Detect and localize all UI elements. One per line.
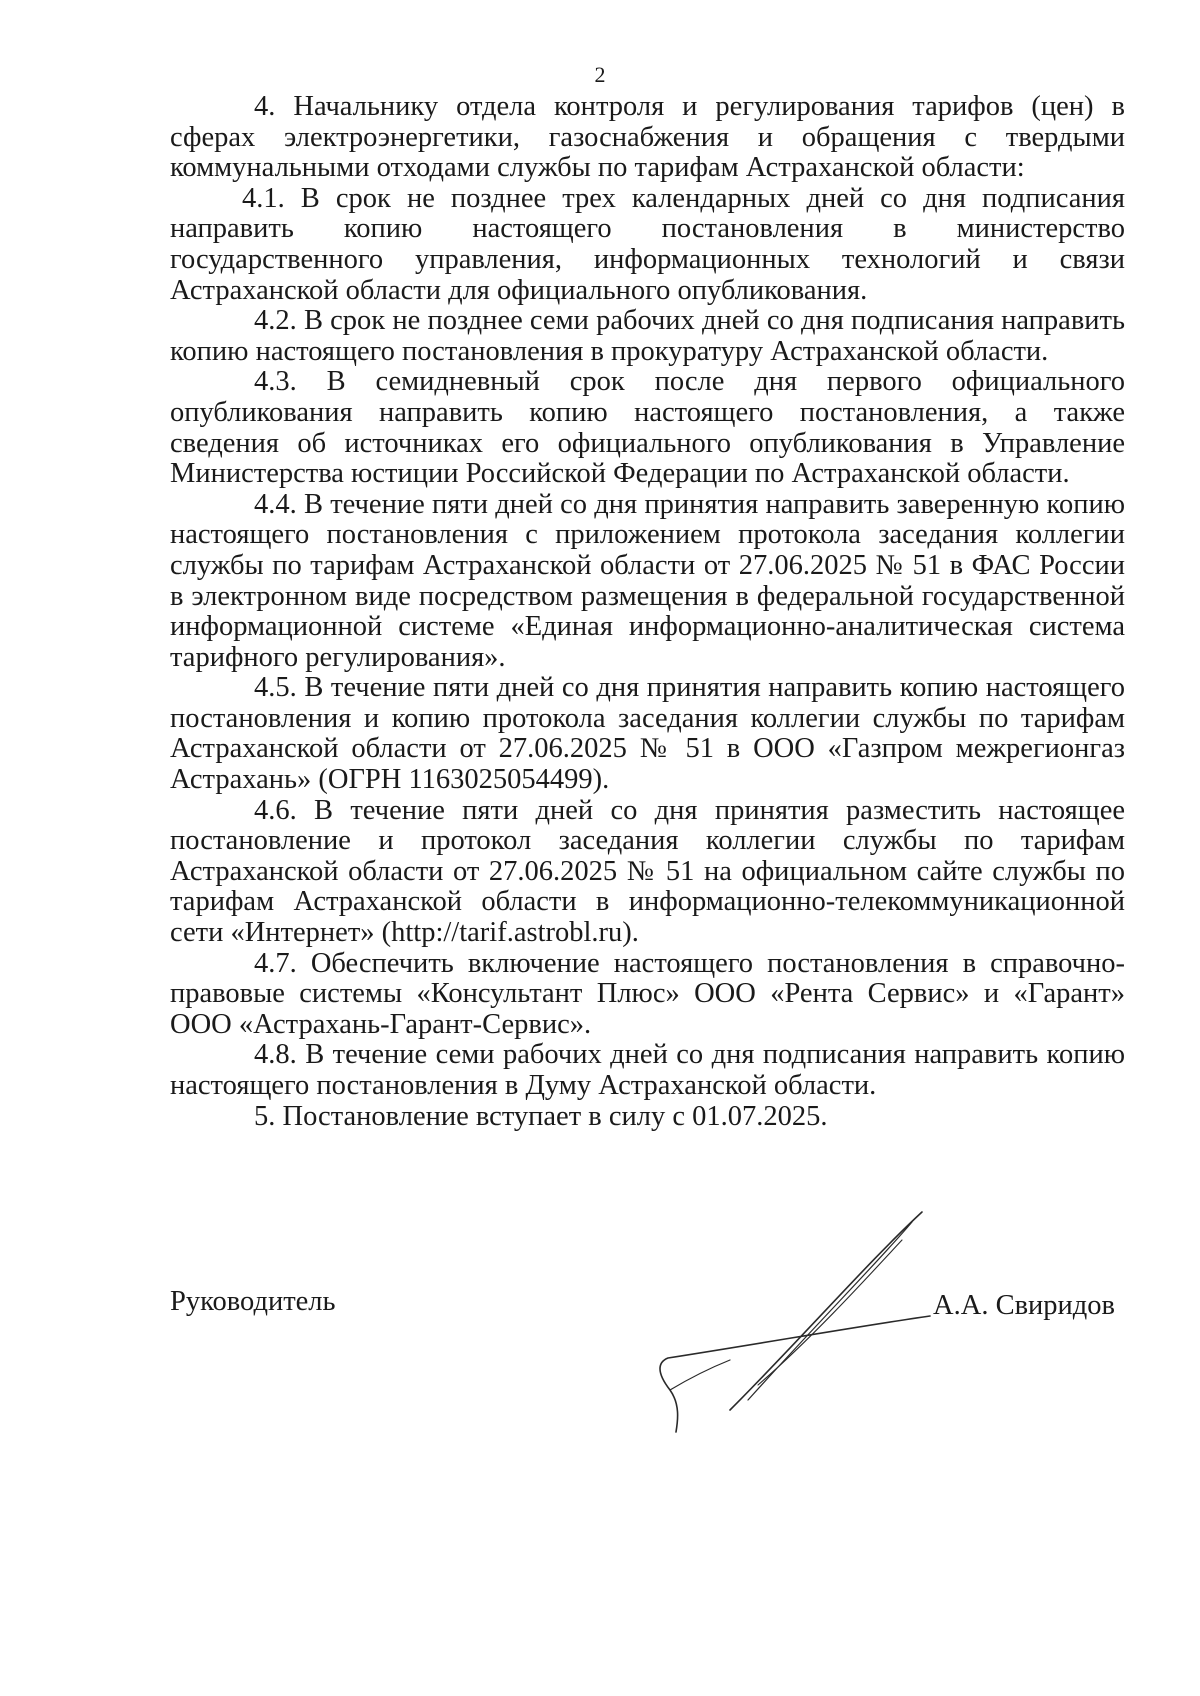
paragraph-4-8: 4.8. В течение семи рабочих дней со дня подписания направить копию настоящего постановления в Думу Астраханской области. bbox=[170, 1039, 1125, 1101]
paragraph-4-7: 4.7. Обеспечить включение настоящего постановления в справочно-правовые системы «Консультант Плюс» ООО «Рента Сервис» и «Гарант» ООО «Астрахань-Гарант-Сервис». bbox=[170, 947, 1125, 1040]
handwritten-signature bbox=[650, 1200, 950, 1440]
signatory-name: А.А. Свиридов bbox=[933, 1290, 1115, 1321]
page-number: 2 bbox=[594, 62, 606, 87]
paragraph-5: 5. Постановление вступает в силу с 01.07.2025. bbox=[254, 1100, 828, 1132]
paragraph-4-1: 4.1. В срок не позднее трех календарных дней со дня подписания направить копию настоящего постановления в министерство государственного управления, информационных технологий и связи Астраханской области для официального опубликования. bbox=[170, 182, 1125, 306]
paragraph-4-3: 4.3. В семидневный срок после дня первого официального опубликования направить копию настоящего постановления, а также сведения об источниках его официального опубликования в Управление Министерства юстиции Российской Федерации по Астраханской области. bbox=[170, 366, 1125, 490]
paragraph-4: 4. Начальнику отдела контроля и регулирования тарифов (цен) в сферах электроэнергетики, газоснабжения и обращения с твердыми коммунальными отходами службы по тарифам Астраханской области: bbox=[170, 91, 1125, 184]
signatory-position: Руководитель bbox=[170, 1286, 336, 1317]
paragraph-4-2: 4.2. В срок не позднее семи рабочих дней со дня подписания направить копию настоящего постановления в прокуратуру Астраханской области. bbox=[170, 305, 1125, 367]
document-body bbox=[170, 92, 1125, 1132]
paragraph-4-4: 4.4. В течение пяти дней со дня принятия направить заверенную копию настоящего постановления с приложением протокола заседания коллегии службы по тарифам Астраханской области от 27.06.2025 № 51 в ФАС России в электронном виде посредством размещения в федеральной государственной информационной системе «Единая информационно-аналитическая система тарифного регулирования». bbox=[170, 488, 1125, 673]
paragraph-4-6: 4.6. В течение пяти дней со дня принятия разместить настоящее постановление и протокол заседания коллегии службы по тарифам Астраханской области от 27.06.2025 № 51 на официальном сайте службы по тарифам Астраханской области в информационно-телекоммуникационной сети «Интернет» (http://tarif.astrobl.ru). bbox=[170, 794, 1125, 949]
signature-block bbox=[170, 1286, 1125, 1326]
paragraph-4-5: 4.5. В течение пяти дней со дня принятия направить копию настоящего постановления и копию протокола заседания коллегии службы по тарифам Астраханской области от 27.06.2025 № 51 в ООО «Газпром межрегионгаз Астрахань» (ОГРН 1163025054499). bbox=[170, 672, 1125, 796]
